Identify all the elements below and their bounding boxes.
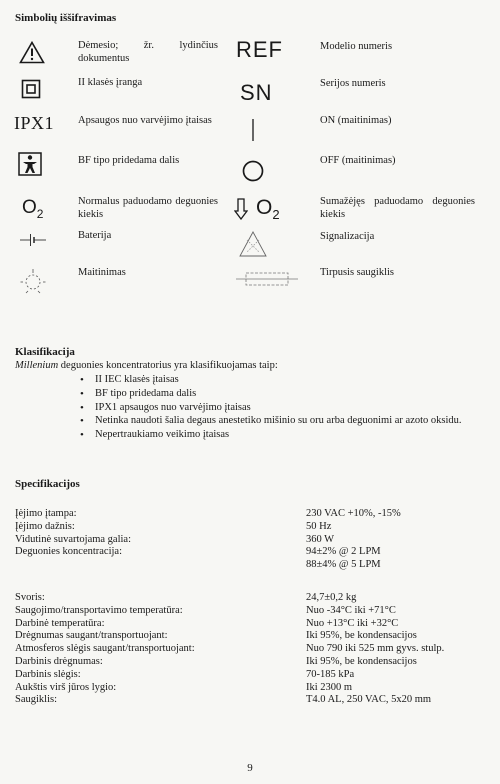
spec-value: Iki 95%, be kondensacijos bbox=[306, 655, 417, 667]
spec-value: Iki 2300 m bbox=[306, 681, 353, 693]
ref-symbol-text: REF bbox=[236, 37, 283, 62]
off-symbol-icon bbox=[240, 158, 266, 184]
symbol-desc-on: ON (maitinimas) bbox=[320, 115, 392, 126]
symbol-desc-bf: BF tipo pridedama dalis bbox=[78, 155, 180, 166]
symbol-desc-fuse: Tirpusis saugiklis bbox=[320, 267, 395, 278]
spec-value: 94±2% @ 2 LPM bbox=[306, 546, 381, 558]
symbol-desc-ref: Modelio numeris bbox=[320, 41, 393, 52]
spec-label: Vidutinė suvartojama galia: bbox=[15, 533, 132, 545]
battery-icon bbox=[20, 232, 46, 248]
symbol-desc-ipx1: Apsaugos nuo varvėjimo įtaisas bbox=[78, 115, 212, 126]
warning-triangle-icon bbox=[18, 40, 46, 64]
spec-label: Aukštis virš jūros lygio: bbox=[15, 681, 117, 693]
list-item: • IPX1 apsaugos nuo varvėjimo įtaisas bbox=[76, 402, 476, 415]
spec-label: Saugojimo/transportavimo temperatūra: bbox=[15, 604, 183, 616]
o2-low-symbol bbox=[234, 195, 280, 223]
spec-group2-labels bbox=[15, 592, 295, 707]
symbol-desc-class2: II klasės įranga bbox=[78, 77, 143, 88]
symbol-desc-sn: Serijos numeris bbox=[320, 78, 386, 89]
power-supply-icon bbox=[20, 268, 46, 294]
symbol-desc-battery: Baterija bbox=[78, 230, 112, 241]
symbol-desc-alarm: Signalizacija bbox=[320, 231, 375, 242]
spec-label: Deguonies koncentracija: bbox=[15, 546, 122, 558]
symbol-desc-o2-normal: Normalus paduodamo deguonies kiekis bbox=[78, 196, 218, 220]
classification-intro bbox=[15, 360, 278, 373]
spec-label: Įėjimo dažnis: bbox=[15, 520, 75, 532]
bf-applied-part-icon bbox=[18, 152, 42, 176]
spec-group2-values bbox=[306, 592, 496, 707]
spec-value: 24,7±0,2 kg bbox=[306, 592, 357, 603]
slow-blow-fuse-icon bbox=[236, 270, 298, 288]
spec-label: Darbinė temperatūra: bbox=[15, 617, 105, 629]
spec-label: Įėjimo įtampa: bbox=[15, 508, 77, 519]
spec-label: Saugiklis: bbox=[15, 694, 58, 706]
spec-value: 360 W bbox=[306, 533, 335, 545]
spec-label: Svoris: bbox=[15, 592, 45, 603]
spec-label: Drėgnumas saugant/transportuojant: bbox=[15, 630, 168, 642]
spec-group1-values bbox=[306, 508, 486, 572]
down-arrow-icon bbox=[234, 198, 248, 220]
list-item: • BF tipo pridedama dalis bbox=[76, 388, 476, 401]
list-item: • II IEC klasės įtaisas bbox=[76, 374, 476, 387]
spec-value: 70-185 kPa bbox=[306, 668, 355, 680]
sn-symbol-text: SN bbox=[240, 80, 273, 105]
on-symbol-icon bbox=[248, 118, 258, 142]
o2-normal-symbol bbox=[22, 196, 43, 221]
o2-letter: O bbox=[22, 197, 37, 218]
spec-label: Darbinis slėgis: bbox=[15, 668, 81, 680]
spec-value: 230 VAC +10%, -15% bbox=[306, 508, 401, 519]
list-item: • Netinka naudoti šalia degaus anestetiko mišinio su oru arba deguonimi ar azoto oksidu. bbox=[76, 415, 476, 428]
o2-low-letter: O bbox=[256, 196, 273, 219]
spec-value: 50 Hz bbox=[306, 520, 332, 532]
spec-value: T4.0 AL, 250 VAC, 5x20 mm bbox=[306, 694, 432, 706]
alarm-triangle-icon bbox=[238, 230, 268, 258]
page-number: 9 bbox=[247, 762, 253, 774]
symbol-desc-power: Maitinimas bbox=[78, 267, 126, 278]
o2-subscript: 2 bbox=[36, 206, 44, 221]
spec-value: Nuo -34°C iki +71°C bbox=[306, 604, 396, 616]
classification-list bbox=[76, 374, 476, 443]
symbol-desc-warning: Dėmesio; žr. lydinčius dokumentus bbox=[78, 40, 218, 64]
spec-value: 88±4% @ 5 LPM bbox=[306, 559, 381, 571]
symbol-desc-o2-low: Sumažėjęs paduodamo deguonies kiekis bbox=[320, 196, 475, 220]
classification-intro-text: deguonies koncentratorius yra klasifikuojamas taip: bbox=[58, 360, 278, 371]
symbol-desc-off: OFF (maitinimas) bbox=[320, 155, 396, 166]
spec-label: Darbinis drėgnumas: bbox=[15, 655, 103, 667]
spec-value: Nuo 790 iki 525 mm gyvs. stulp. bbox=[306, 643, 445, 655]
spec-label: Atmosferos slėgis saugant/transportuojant: bbox=[15, 643, 195, 655]
spec-value: Nuo +13°C iki +32°C bbox=[306, 617, 399, 629]
class-two-equipment-icon bbox=[20, 78, 42, 100]
spec-value: Iki 95%, be kondensacijos bbox=[306, 630, 417, 642]
list-item: • Nepertraukiamo veikimo įtaisas bbox=[76, 429, 476, 442]
specifications-heading: Specifikacijos bbox=[15, 478, 80, 490]
product-name: Millenium bbox=[15, 360, 59, 371]
symbols-heading: Simbolių iššifravimas bbox=[15, 12, 117, 24]
spec-group1-labels bbox=[15, 508, 275, 559]
classification-heading: Klasifikacija bbox=[15, 346, 75, 358]
o2-low-subscript: 2 bbox=[272, 207, 280, 223]
ipx1-symbol-text: IPX1 bbox=[14, 113, 55, 133]
